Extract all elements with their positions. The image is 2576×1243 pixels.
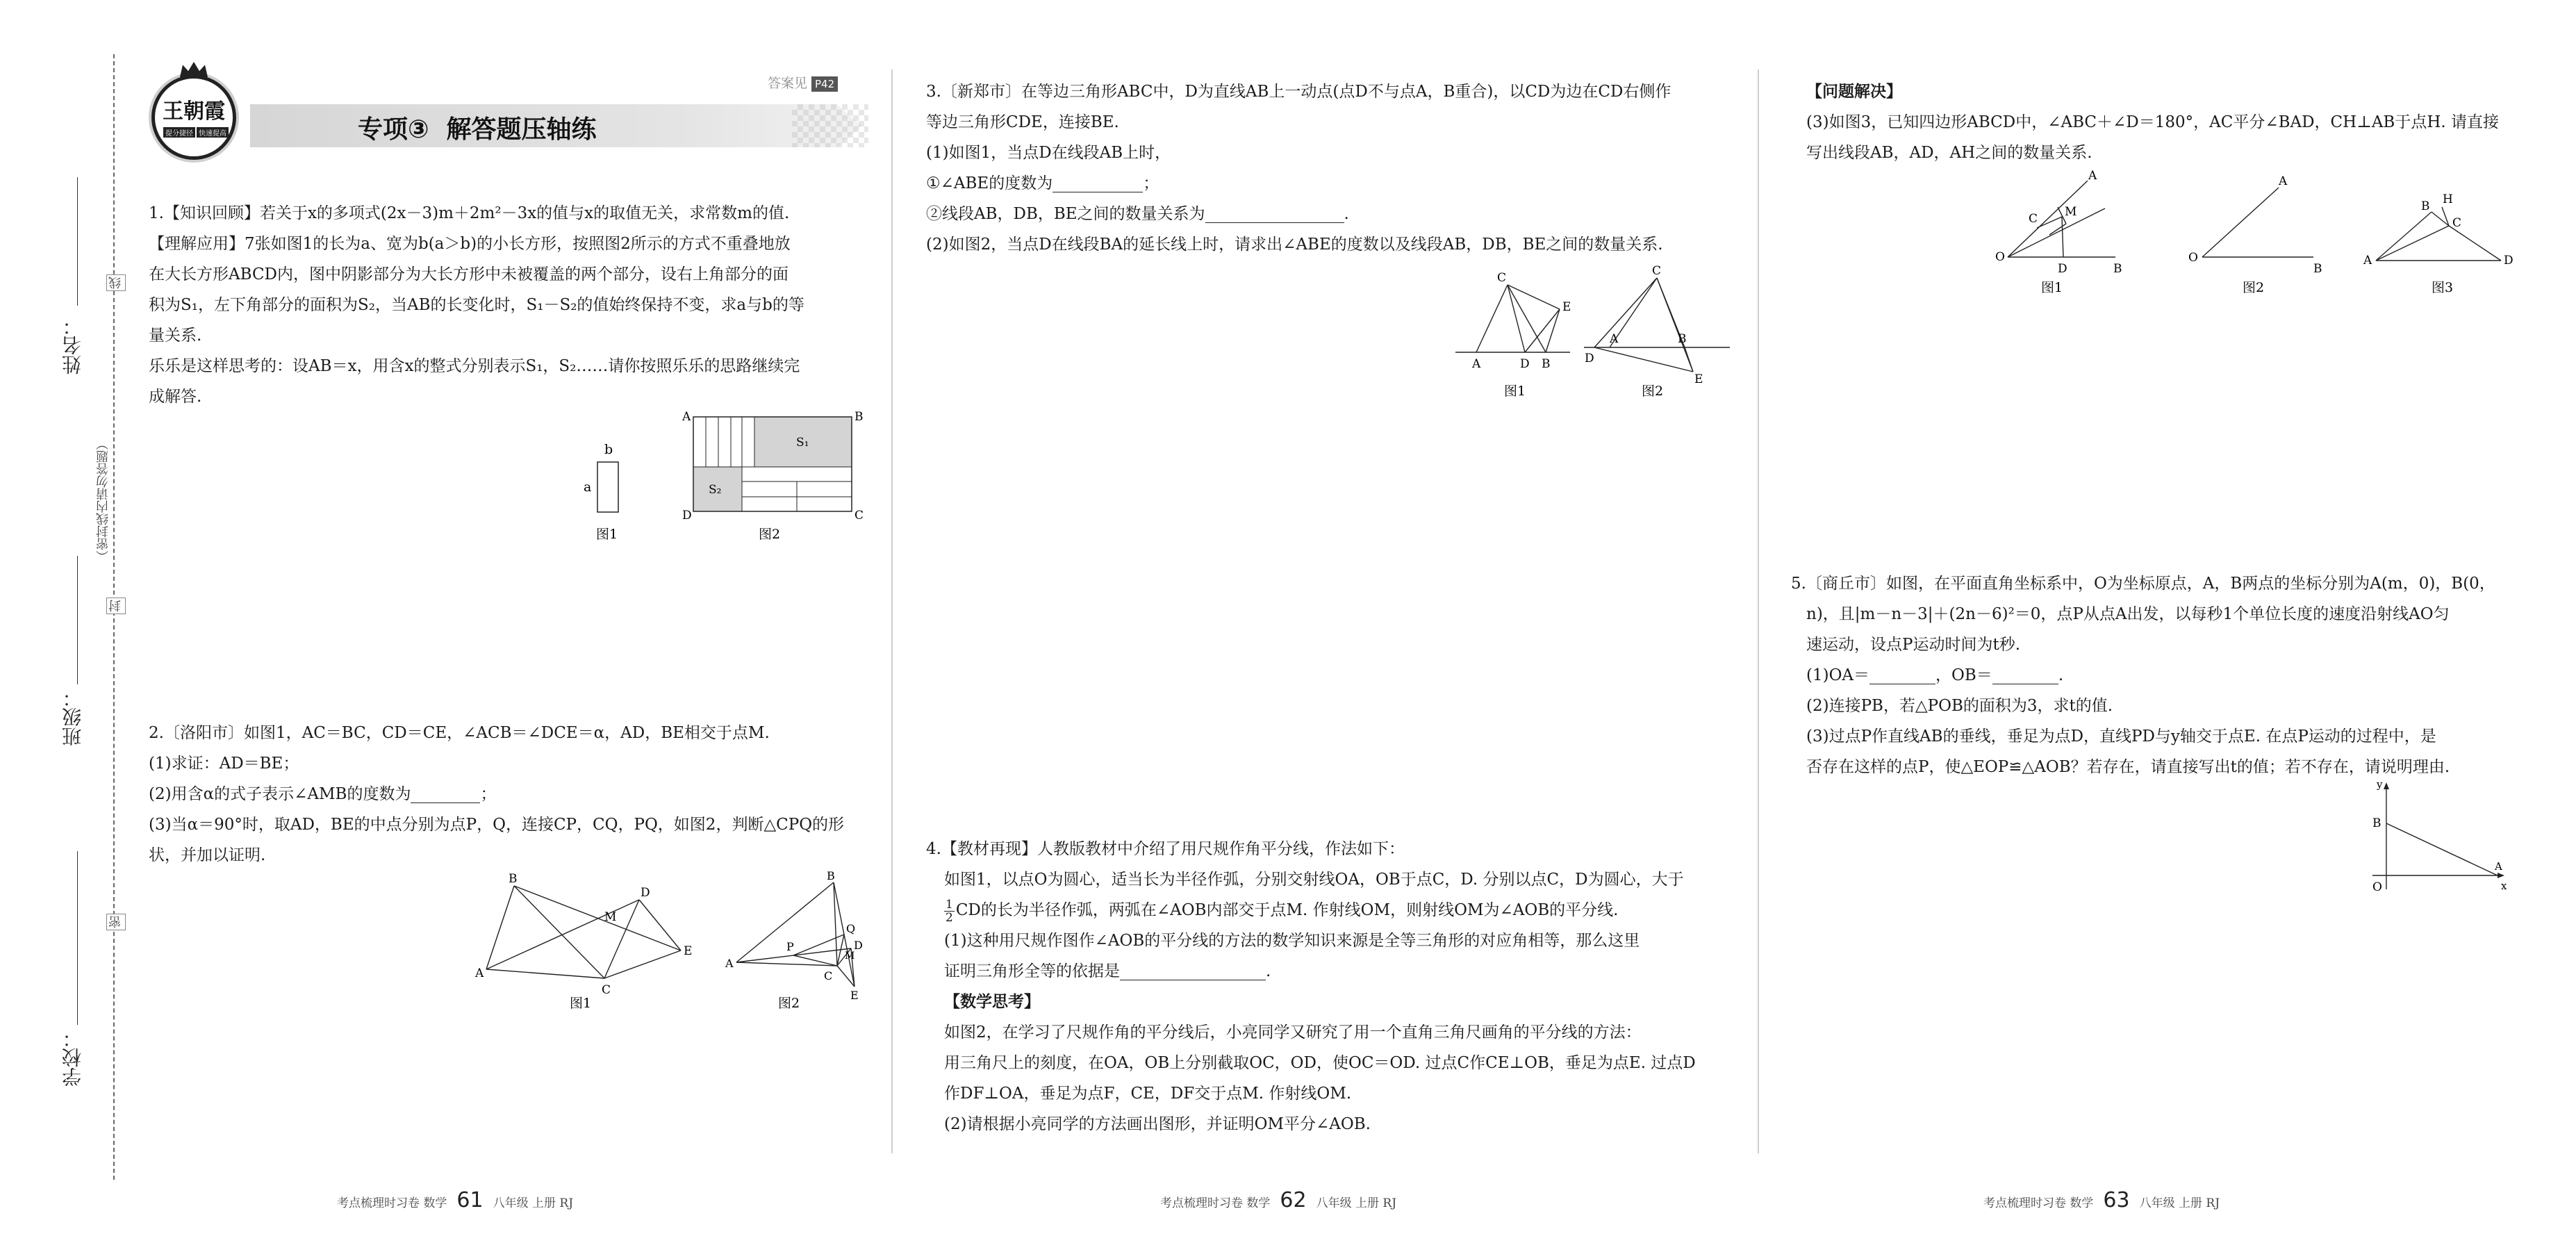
page-number: 62 xyxy=(1280,1188,1307,1212)
right-problem xyxy=(1806,76,2499,168)
q5-label-B: B xyxy=(2372,816,2381,830)
q5-line-4-c: . xyxy=(2058,666,2064,684)
right-figures xyxy=(1994,167,2522,299)
q1-fig2-label-B: B xyxy=(854,410,864,424)
q5-line-4-a: (1)OA＝ xyxy=(1806,666,1870,684)
q4-line-3 xyxy=(926,895,1696,925)
logo-sub-1: 提分捷径 xyxy=(163,127,195,138)
right-fig2-label-A: A xyxy=(2279,174,2288,188)
name-line xyxy=(77,177,78,306)
q3-answer-blank-2[interactable] xyxy=(1205,207,1344,223)
seal-mark-2: 封 xyxy=(106,598,126,614)
question-4 xyxy=(926,834,1696,1139)
section-title: 专项③ 解答题压轴练 xyxy=(358,115,597,144)
seal-notice: （密封线内请勿答题） xyxy=(96,438,110,563)
q1-fig2-label-D: D xyxy=(682,509,692,522)
q1-line-3: 在大长方形ABCD内，图中阴影部分为大长方形中未被覆盖的两个部分，设右上角部分的面 xyxy=(149,265,789,283)
right-fig3-label-B: B xyxy=(2421,199,2430,213)
q4-line-8: 用三角尺上的刻度，在OA，OB上分别截取OC，OD，使OC＝OD. 过点C作CE⊥OB，垂足为点E. 过点D xyxy=(944,1054,1696,1072)
q2-fig1-label-M: M xyxy=(604,910,617,924)
logo-text: 王朝霞 xyxy=(163,99,225,124)
q3-line-4 xyxy=(926,168,1671,199)
logo-crown-icon xyxy=(180,62,208,77)
q1-line-5: 量关系. xyxy=(149,327,202,345)
q2-fig1-caption: 图1 xyxy=(570,996,592,1011)
answer-reference xyxy=(768,73,838,92)
header-checker xyxy=(792,104,868,147)
q5-label-A: A xyxy=(2495,860,2502,873)
q3-line-2: 等边三角形CDE，连接BE. xyxy=(926,113,1119,131)
right-heading: 【问题解决】 xyxy=(1806,82,1902,101)
q2-figures xyxy=(472,869,861,1014)
q3-fig2-label-D: D xyxy=(1585,352,1594,365)
right-fig1-caption: 图1 xyxy=(2041,280,2063,295)
q4-line-9: 作DF⊥OA，垂足为点F，CE，DF交于点M. 作射线OM. xyxy=(944,1085,1352,1103)
q2-fig2-label-B: B xyxy=(827,869,835,882)
q4-frac-num: 1 xyxy=(946,897,953,912)
q2-fig1-label-B: B xyxy=(509,872,518,886)
school-label: 学校： xyxy=(61,1028,84,1087)
footer-page-63 xyxy=(1983,1188,2220,1212)
logo-sub-2: 快速提高 xyxy=(197,127,229,138)
q3-fig1-label-D: D xyxy=(1520,357,1530,371)
q1-fig1-rect xyxy=(597,462,618,512)
q3-fig1-caption: 图1 xyxy=(1504,384,1526,399)
q5-y-arrow-icon xyxy=(2384,782,2389,789)
q3-fig2-label-B: B xyxy=(1678,332,1687,346)
q3-fig2-caption: 图2 xyxy=(1642,384,1664,399)
q2-fig2-label-D: D xyxy=(854,939,863,952)
q3-fig1-label-C: C xyxy=(1497,271,1507,285)
q5-line-4 xyxy=(1791,660,2495,691)
q1-fig2-label-A: A xyxy=(682,410,691,424)
q1-fig2-caption: 图2 xyxy=(759,527,781,542)
q5-x-arrow-icon xyxy=(2497,873,2504,878)
footer-page-62 xyxy=(1160,1188,1396,1212)
q2-fig2-label-A: A xyxy=(725,957,734,970)
logo-badge xyxy=(151,75,236,160)
q1-line-6: 乐乐是这样思考的：设AB＝x，用含x的整式分别表示S₁，S₂……请你按照乐乐的思路继续完 xyxy=(149,357,800,375)
q5-answer-blank-ob[interactable] xyxy=(1992,668,2058,684)
q1-fig1-caption: 图1 xyxy=(596,527,618,542)
right-fig3-caption: 图3 xyxy=(2431,280,2454,295)
q3-fig1-label-A: A xyxy=(1472,357,1481,371)
q2-line-1: 2.〔洛阳市〕如图1，AC＝BC，CD＝CE，∠ACB＝∠DCE＝α，AD，BE相交于点M. xyxy=(149,724,770,742)
q5-line-7: 否存在这样的点P，使△EOP≌△AOB？若存在，请直接写出t的值；若不存在，请说明理由. xyxy=(1806,758,2450,776)
right-fig1-label-M: M xyxy=(2065,205,2077,219)
q1-figures xyxy=(577,400,868,552)
q2-fig2-label-M: M xyxy=(845,950,855,962)
q2-fig1-label-C: C xyxy=(602,983,611,997)
q5-label-O: O xyxy=(2372,880,2382,894)
school-line xyxy=(77,851,78,1025)
right-fig1 xyxy=(2008,181,2115,257)
q3-line-4-a: ①∠ABE的度数为 xyxy=(926,174,1053,192)
q4-line-5-b: . xyxy=(1266,962,1271,980)
q2-fig2-label-E: E xyxy=(850,989,859,1002)
q4-line-3-c: CD的长为半径作弧，两弧在∠AOB内部交于点M. 作射线OM，则射线OM为∠AOB的平分线. xyxy=(955,901,1619,919)
q1-fig1-label-b: b xyxy=(604,442,613,457)
seal-mark-3: 密 xyxy=(106,914,126,930)
right-fig3-label-D: D xyxy=(2504,254,2513,267)
q2-line-3-a: (2)用含α的式子表示∠AMB的度数为 xyxy=(149,785,411,803)
q5-line-6: (3)过点P作直线AB的垂线，垂足为点D，直线PD与y轴交于点E. 在点P运动的过程中，是 xyxy=(1806,727,2436,746)
q4-line-2: 如图1，以点O为圆心，适当长为半径作弧，分别交射线OA，OB于点C，D. 分别以点C，D为圆心，大于 xyxy=(944,871,1684,889)
question-5 xyxy=(1791,568,2495,782)
q5-label-x: x xyxy=(2501,880,2507,892)
q3-figures xyxy=(1455,264,1747,406)
q5-answer-blank-oa[interactable] xyxy=(1869,668,1935,684)
answer-page-tag: P42 xyxy=(811,76,838,92)
q4-line-10: (2)请根据小亮同学的方法画出图形，并证明OM平分∠AOB. xyxy=(944,1115,1371,1133)
q2-line-4: (3)当α＝90°时，取AD，BE的中点分别为点P，Q，连接CP，CQ，PQ，如图2，判断△CPQ的形 xyxy=(149,816,845,834)
q5-line-5: (2)连接PB，若△POB的面积为3，求t的值. xyxy=(1806,697,2113,715)
footer-left: 考点梳理时习卷 数学 xyxy=(1160,1196,1271,1210)
q2-fig2-label-C: C xyxy=(824,969,833,982)
question-1 xyxy=(149,198,804,412)
q1-line-7: 成解答. xyxy=(149,388,202,406)
q2-fig1-label-E: E xyxy=(684,944,693,958)
name-label: 姓名： xyxy=(61,316,84,374)
q4-line-7: 如图2，在学习了尺规作角的平分线后，小亮同学又研究了用一个直角三角尺画角的平分线的方法： xyxy=(944,1023,1642,1042)
page-number: 63 xyxy=(2103,1188,2130,1212)
q3-fig2-label-C: C xyxy=(1652,264,1662,278)
q2-fig2-label-P: P xyxy=(786,940,794,953)
right-fig3-label-A: A xyxy=(2363,254,2372,267)
page-number: 61 xyxy=(456,1188,484,1212)
q1-fig2-label-C: C xyxy=(854,509,864,522)
column-divider-1 xyxy=(891,69,893,1153)
right-fig2-label-O: O xyxy=(2188,251,2198,265)
q2-fig2 xyxy=(736,882,854,987)
q4-line-5-a: 证明三角形全等的依据是 xyxy=(944,962,1120,980)
q3-fig2 xyxy=(1584,278,1730,372)
q3-line-1: 3.〔新郑市〕在等边三角形ABC中，D为直线AB上一动点(点D不与点A，B重合)，以CD为边在CD右侧作 xyxy=(926,83,1671,101)
column-divider-2 xyxy=(1758,69,1759,1153)
q2-fig1-label-A: A xyxy=(475,966,484,980)
q3-answer-blank-1[interactable] xyxy=(1052,176,1143,192)
q4-line-5 xyxy=(926,956,1696,987)
q4-line-1: 4.【教材再现】人教版教材中介绍了用尺规作角平分线，作法如下： xyxy=(926,840,1405,858)
answer-ref-text: 答案见 xyxy=(768,76,808,91)
q3-fig1 xyxy=(1455,285,1570,352)
q3-line-3: (1)如图1，当点D在线段AB上时， xyxy=(926,144,1171,162)
right-fig2 xyxy=(2202,188,2313,257)
seal-mark-1: 线 xyxy=(106,274,126,291)
q3-fig1-label-E: E xyxy=(1562,300,1571,314)
q2-fig2-label-Q: Q xyxy=(846,922,856,935)
class-label: 班级： xyxy=(61,688,84,746)
right-fig3-label-C: C xyxy=(2452,216,2462,230)
right-fig1-label-O: O xyxy=(1995,250,2005,264)
q4-fraction xyxy=(944,898,955,924)
q2-fig2-caption: 图2 xyxy=(778,996,800,1011)
footer-right: 八年级 上册 RJ xyxy=(2139,1196,2220,1210)
q5-figure xyxy=(2359,778,2518,896)
q4-line-6: 【数学思考】 xyxy=(944,992,1040,1011)
binding-dashed-line xyxy=(113,54,115,1180)
q4-frac-den: 2 xyxy=(946,910,953,925)
q2-line-3 xyxy=(149,779,844,809)
q4-line-4: (1)这种用尺规作图作∠AOB的平分线的方法的数学知识来源是全等三角形的对应角相等，那么这里 xyxy=(944,932,1640,950)
right-fig1-label-C: C xyxy=(2029,212,2038,226)
q3-fig2-label-E: E xyxy=(1694,372,1703,386)
q2-answer-blank[interactable] xyxy=(411,787,480,803)
q5-line-1: 5.〔商丘市〕如图，在平面直角坐标系中，O为坐标原点，A，B两点的坐标分别为A(m，0)，B(0， xyxy=(1791,575,2495,593)
q1-line-1: 1.【知识回顾】若关于x的多项式(2x－3)m＋2m²－3x的值与x的取值无关，求常数m的值. xyxy=(149,204,790,222)
q2-fig1-label-D: D xyxy=(641,886,650,900)
q1-fig2-label-S2: S₂ xyxy=(709,483,722,497)
q1-line-2: 【理解应用】7张如图1的长为a、宽为b(a＞b)的小长方形，按照图2所示的方式不重叠地放 xyxy=(149,235,791,253)
q3-line-6: (2)如图2，当点D在线段BA的延长线上时，请求出∠ABE的度数以及线段AB，DB，BE之间的数量关系. xyxy=(926,236,1663,254)
q3-line-4-b: ； xyxy=(1143,174,1159,192)
q3-line-5 xyxy=(926,199,1671,229)
q5-line-3: 速运动，设点P运动时间为t秒. xyxy=(1806,636,2021,654)
footer-right: 八年级 上册 RJ xyxy=(1316,1196,1397,1210)
right-fig1-label-A: A xyxy=(2088,169,2097,183)
right-fig1-label-D: D xyxy=(2058,262,2067,276)
q3-line-5-a: ②线段AB，DB，BE之间的数量关系为 xyxy=(926,205,1205,223)
class-line xyxy=(77,556,78,684)
q3-fig2-label-A: A xyxy=(1610,332,1619,346)
q2-line-2: (1)求证：AD＝BE； xyxy=(149,755,299,773)
q1-fig1-label-a: a xyxy=(584,479,592,495)
q2-fig1 xyxy=(486,886,681,978)
q5-label-y: y xyxy=(2377,778,2383,791)
footer-left: 考点梳理时习卷 数学 xyxy=(337,1196,447,1210)
right-line-2: 写出线段AB，AD，AH之间的数量关系. xyxy=(1806,144,2092,162)
right-fig2-label-B: B xyxy=(2313,262,2322,276)
q3-fig1-label-B: B xyxy=(1542,357,1551,371)
right-line-1: (3)如图3，已知四边形ABCD中，∠ABC＋∠D＝180°，AC平分∠BAD，CH⊥AB于点H. 请直接 xyxy=(1806,113,2500,131)
q1-fig2-label-S1: S₁ xyxy=(796,436,809,450)
footer-page-61 xyxy=(337,1188,573,1212)
question-3 xyxy=(926,76,1671,260)
right-fig2-caption: 图2 xyxy=(2243,280,2265,295)
q2-line-3-b: ； xyxy=(480,785,497,803)
footer-right: 八年级 上册 RJ xyxy=(493,1196,574,1210)
question-2 xyxy=(149,718,844,871)
q5-line-4-b: ，OB＝ xyxy=(1935,666,1992,684)
right-fig3-label-H: H xyxy=(2443,192,2453,206)
footer-left: 考点梳理时习卷 数学 xyxy=(1983,1196,2094,1210)
q1-line-4: 积为S₁，左下角部分的面积为S₂，当AB的长变化时，S₁－S₂的值始终保持不变，求a与b的等 xyxy=(149,296,804,314)
q2-line-5: 状，并加以证明. xyxy=(149,846,266,864)
right-fig3 xyxy=(2376,207,2501,261)
q3-line-5-b: . xyxy=(1344,205,1349,223)
q4-answer-blank[interactable] xyxy=(1120,964,1266,980)
right-fig1-label-B: B xyxy=(2113,262,2122,276)
q5-line-2: n)，且|m－n－3|＋(2n－6)²＝0，点P从点A出发，以每秒1个单位长度的速度沿射线AO匀 xyxy=(1806,605,2450,623)
